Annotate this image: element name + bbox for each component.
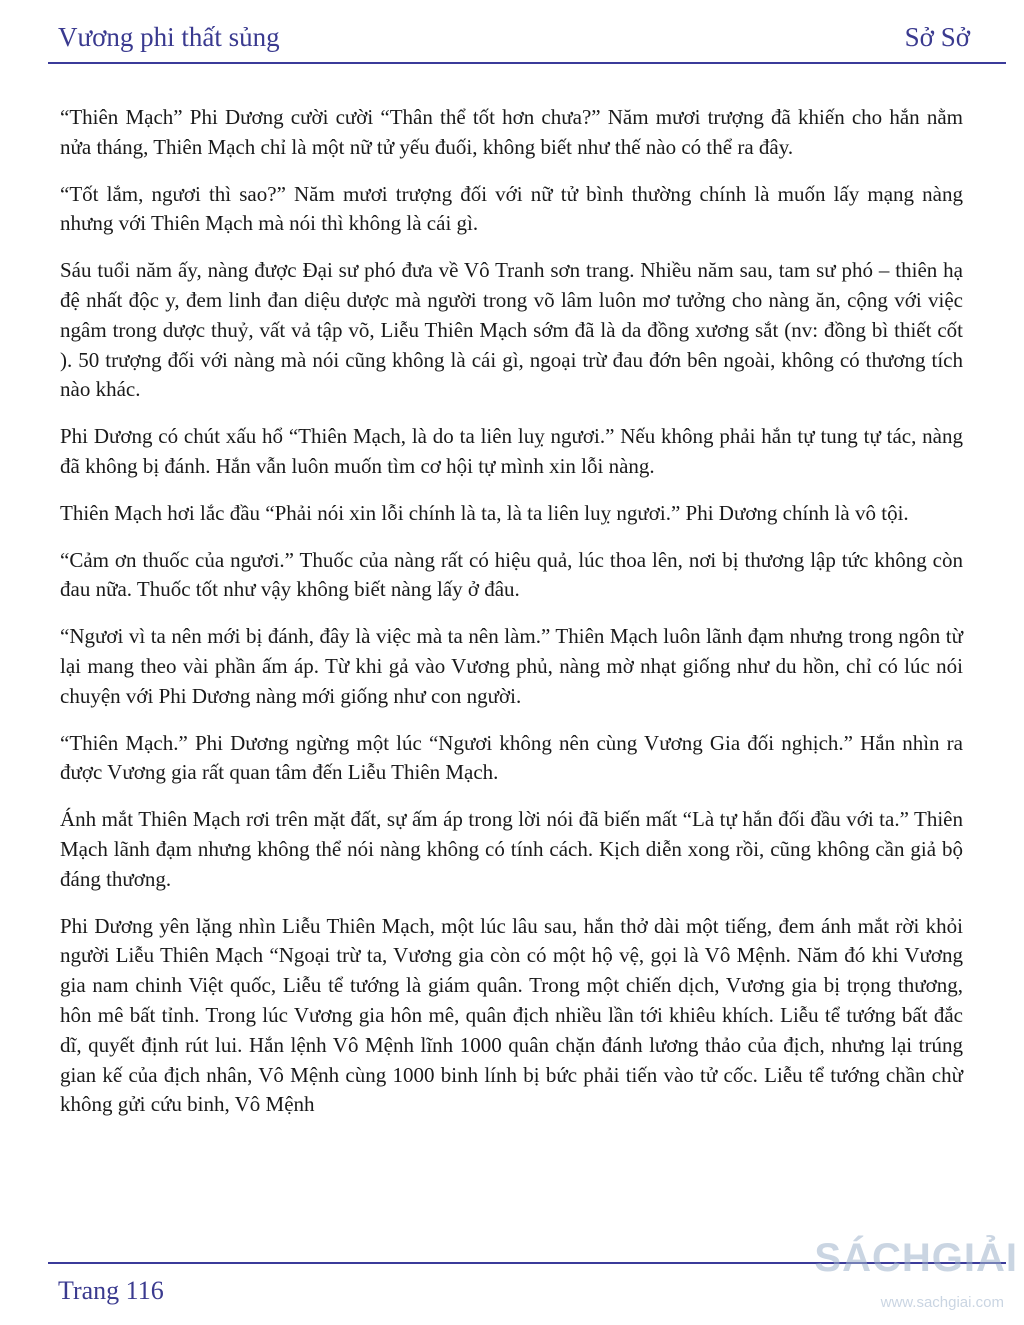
paragraph: Phi Dương có chút xấu hổ “Thiên Mạch, là do ta liên luỵ ngươi.” Nếu không phải hắn tự tung tự tác, nàng đã không bị đánh. Hắn vẫn luôn muốn tìm cơ hội tự mình xin lỗi nàng. bbox=[60, 424, 963, 478]
paragraph: “Thiên Mạch” Phi Dương cười cười “Thân thể tốt hơn chưa?” Năm mươi trượng đã khiến cho hắn nằm nửa tháng, Thiên Mạch chỉ là một nữ tử yếu đuối, không biết như thế nào có thể ra đây. bbox=[60, 105, 963, 159]
paragraph: “Thiên Mạch.” Phi Dương ngừng một lúc “Ngươi không nên cùng Vương Gia đối nghịch.” Hắn nhìn ra được Vương gia rất quan tâm đến Liễu Thiên Mạch. bbox=[60, 730, 963, 785]
paragraph: Sáu tuổi năm ấy, nàng được Đại sư phó đưa về Vô Tranh sơn trang. Nhiều năm sau, tam sư phó – thiên hạ đệ nhất độc y, đem linh đan diệu dược mà người trong võ lâm luôn mơ tưởng cho nàng ăn, cộng với việc ngâm trong dược thuỷ, vất vả tập võ, Liễu Thiên Mạch sớm đã là da đồng xương sắt (nv: đồng bì thiết cốt ). 50 trượng đối với nàng mà nói cũng không là cái gì, ngoại trừ đau đớn bên ngoài, không có thương tích nào khác. bbox=[60, 258, 963, 402]
paragraph: “Cảm ơn thuốc của ngươi.” Thuốc của nàng rất có hiệu quả, lúc thoa lên, nơi bị thương lập tức không còn đau nữa. Thuốc tốt như vậy không biết nàng lấy ở đâu. bbox=[60, 547, 963, 602]
paragraph: Phi Dương yên lặng nhìn Liễu Thiên Mạch, một lúc lâu sau, hắn thở dài một tiếng, đem ánh mắt rời khỏi người Liễu Thiên Mạch “Ngoại trừ ta, Vương gia còn có một hộ vệ, gọi là Vô Mệnh. Năm đó khi Vương gia nam chinh Việt quốc, Liễu tể tướng là giám quân. Trong một chiến dịch, Vương gia bị trọng thương, hôn mê bất tỉnh. Trong lúc Vương gia hôn mê, quân địch nhiều lần tới khiêu khích. Liễu tể tướng bất đắc dĩ, quyết định rút lui. Hắn lệnh Vô Mệnh lĩnh 1000 quân chặn đánh lương thảo của địch, nhưng lại trúng gian kế của địch nhân, Vô Mệnh cùng 1000 binh lính bị bức phải tiến vào tử cốc. Liễu tể tướng chần chừ không gửi cứu binh, Vô Mệnh bbox=[60, 913, 963, 1117]
paragraph: “Tốt lắm, ngươi thì sao?” Năm mươi trượng đối với nữ tử bình thường chính là muốn lấy mạng nàng nhưng với Thiên Mạch mà nói thì không là cái gì. bbox=[60, 181, 963, 236]
page-body bbox=[60, 103, 963, 1137]
book-title: Vương phi thất sủng bbox=[58, 22, 280, 52]
header-divider bbox=[48, 62, 1006, 64]
book-author: Sở Sở bbox=[904, 22, 970, 52]
watermark bbox=[814, 1236, 1018, 1322]
paragraph: Thiên Mạch hơi lắc đầu “Phải nói xin lỗi chính là ta, là ta liên luỵ ngươi.” Phi Dương chính là vô tội. bbox=[60, 500, 909, 525]
page-header bbox=[58, 20, 970, 60]
watermark-logo: SÁCHGIẢI bbox=[814, 1236, 1018, 1280]
page-number: Trang 116 bbox=[58, 1276, 164, 1305]
paragraph: Ánh mắt Thiên Mạch rơi trên mặt đất, sự ấm áp trong lời nói đã biến mất “Là tự hắn đối đầu với ta.” Thiên Mạch lãnh đạm nhưng không thể nói nàng không có tính cách. Kịch diễn xong rồi, cũng không cần giả bộ đáng thương. bbox=[60, 807, 963, 891]
watermark-url: www.sachgiai.com bbox=[880, 1294, 1004, 1311]
paragraph: “Ngươi vì ta nên mới bị đánh, đây là việc mà ta nên làm.” Thiên Mạch luôn lãnh đạm nhưng trong ngôn từ lại mang theo vài phần ấm áp. Từ khi gả vào Vương phủ, nàng mờ nhạt giống như du hồn, chỉ có lúc nói chuyện với Phi Dương nàng mới giống như con người. bbox=[60, 624, 963, 708]
